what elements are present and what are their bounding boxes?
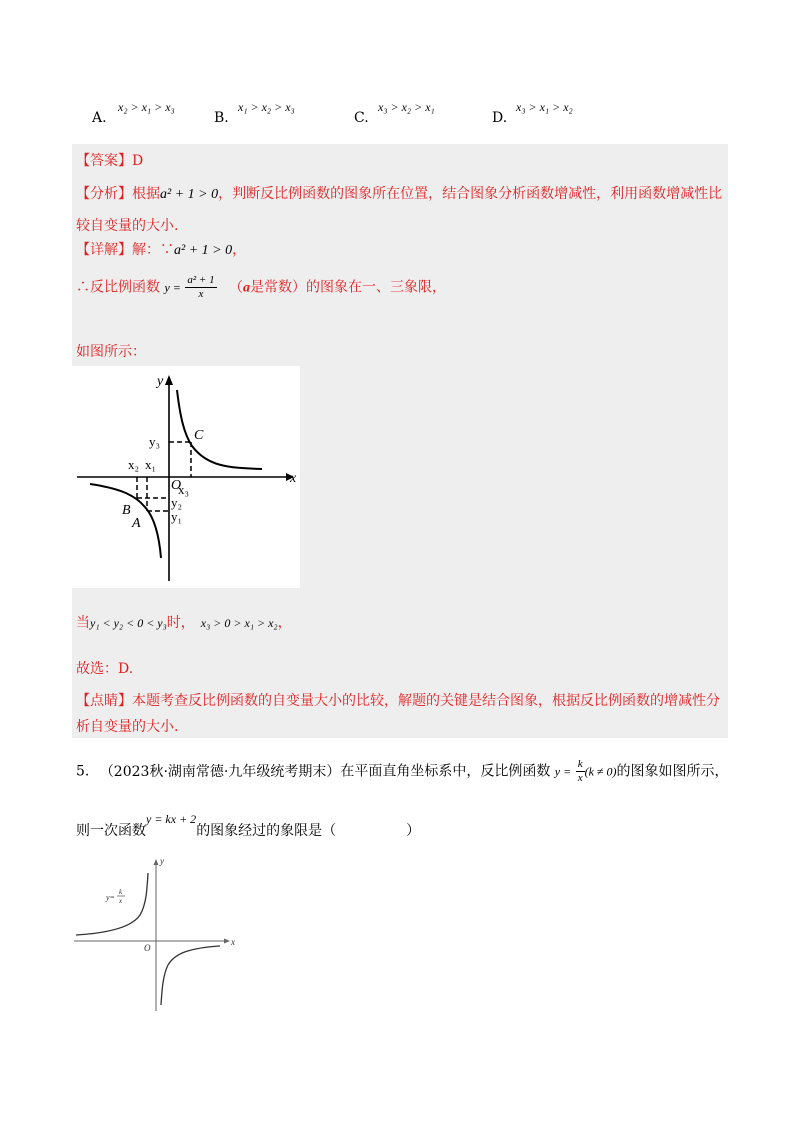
detail-math: a² + 1 > 0 <box>174 243 233 258</box>
curve-label-denominator: x <box>119 897 123 905</box>
detail-post: ， <box>232 242 247 258</box>
option-expression: x₁ > x₂ > x₃ <box>238 100 295 114</box>
curve-label-numerator: k <box>119 888 123 896</box>
axis-x-label: x <box>231 937 235 947</box>
hyperbola-branch-q2 <box>76 873 148 935</box>
when-line <box>76 612 292 632</box>
analysis-pre: 根据 <box>132 186 160 202</box>
graph-hyperbola-abc <box>72 366 300 588</box>
therefore-line <box>76 274 446 301</box>
therefore-post: 是常数）的图象在一、三象限， <box>250 279 447 296</box>
curve-label-lhs: y= <box>106 893 115 902</box>
comment-line-2: 析自变量的大小. <box>76 719 179 735</box>
option-letter: D. <box>492 110 508 126</box>
origin-label: O <box>171 478 182 493</box>
question-5-line-2 <box>76 812 421 840</box>
x1-label: x₁ <box>145 457 157 472</box>
when-math-2: x₃ > 0 > x₁ > x₂ <box>200 616 278 630</box>
detail-line <box>76 239 246 259</box>
func-fraction <box>185 274 216 301</box>
therefore-mid: （ <box>229 279 244 296</box>
analysis-post: ，判断反比例函数的图象所在位置，结合图象分析函数增减性，利用函数增减性比 <box>218 186 723 202</box>
detail-pre: 解：∵ <box>132 242 174 258</box>
comment-line <box>76 690 720 710</box>
option-expression: x₃ > x₂ > x₁ <box>378 100 435 114</box>
analysis-line-2: 较自变量的大小. <box>76 218 179 234</box>
option-expression: x₃ > x₁ > x₂ <box>516 100 573 114</box>
detail-tag: 【详解】 <box>76 242 132 258</box>
question-text-post: 的图象如图所示， <box>616 763 729 780</box>
q5-func-fraction <box>576 758 585 785</box>
comment-tag: 【点睛】 <box>76 693 132 709</box>
y1-label: y₁ <box>171 509 183 524</box>
answer-options <box>92 100 742 130</box>
y3-label: y₃ <box>149 434 161 449</box>
q5-func-numerator: k <box>577 758 583 770</box>
when-math: y₁ < y₂ < 0 < y₃ <box>90 616 167 630</box>
answer-line <box>76 150 143 170</box>
q5-line2-math: y = kx + 2 <box>146 812 197 826</box>
when-post: ， <box>277 615 292 631</box>
analysis-line <box>76 183 722 203</box>
q5-func-condition: (k ≠ 0) <box>584 764 617 779</box>
question-source: （2023秋·湖南常德·九年级统考期末） <box>99 763 341 780</box>
question-text-pre: 在平面直角坐标系中，反比例函数 <box>340 763 551 780</box>
comment-text: 本题考查反比例函数的自变量大小的比较，解题的关键是结合图象，根据反比例函数的增减性分 <box>132 693 720 709</box>
choose-line: 故选：D. <box>76 661 134 677</box>
option-letter: A. <box>92 110 107 126</box>
hyperbola-branch-q4 <box>161 946 220 1005</box>
therefore-pre: ∴反比例函数 <box>76 279 160 296</box>
point-b-label: B <box>122 503 131 518</box>
analysis-tag: 【分析】 <box>76 186 132 202</box>
option-expression: x₂ > x₁ > x₃ <box>118 100 175 114</box>
graph-hyperbola-abc-svg <box>72 366 300 588</box>
origin-label: O <box>144 943 151 953</box>
func-lhs: y = <box>164 280 181 295</box>
analysis-math: a² + 1 > 0 <box>160 187 219 202</box>
axis-y-label: y <box>160 856 164 866</box>
hyperbola-branch-q1 <box>177 390 262 469</box>
question-5-line-1 <box>76 758 728 785</box>
y-axis-arrow-icon <box>154 859 159 865</box>
when-mid: 时， <box>166 615 195 631</box>
axis-x-label: x <box>290 471 297 486</box>
answer-tag: 【答案】 <box>76 153 132 169</box>
as-shown-line: 如图所示： <box>76 344 146 360</box>
q5-func-lhs: y = <box>554 764 572 779</box>
func-numerator: a² + 1 <box>187 274 215 286</box>
q5-line2-pre: 则一次函数 <box>76 823 146 839</box>
graph-hyperbola-k <box>70 855 240 1015</box>
option-letter: B. <box>214 110 229 126</box>
point-c-label: C <box>194 428 204 443</box>
answer-value: D <box>132 153 144 169</box>
point-a-label: A <box>132 516 141 531</box>
when-pre: 当 <box>76 615 90 631</box>
func-denominator: x <box>198 288 204 300</box>
a-variable: a <box>243 280 251 296</box>
q5-func-denominator: x <box>577 772 583 784</box>
option-letter: C. <box>354 110 369 126</box>
x3-label: x₃ <box>178 482 190 497</box>
question-number: 5. <box>76 763 90 780</box>
y-axis-arrow-icon <box>165 375 173 385</box>
q5-line2-post: 的图象经过的象限是（ ） <box>196 823 421 839</box>
x-axis-arrow-icon <box>224 939 230 944</box>
axis-y-label: y <box>157 374 164 389</box>
y2-label: y₂ <box>171 495 183 510</box>
x2-label: x₂ <box>128 457 140 472</box>
hyperbola-branch-q3 <box>90 484 161 558</box>
